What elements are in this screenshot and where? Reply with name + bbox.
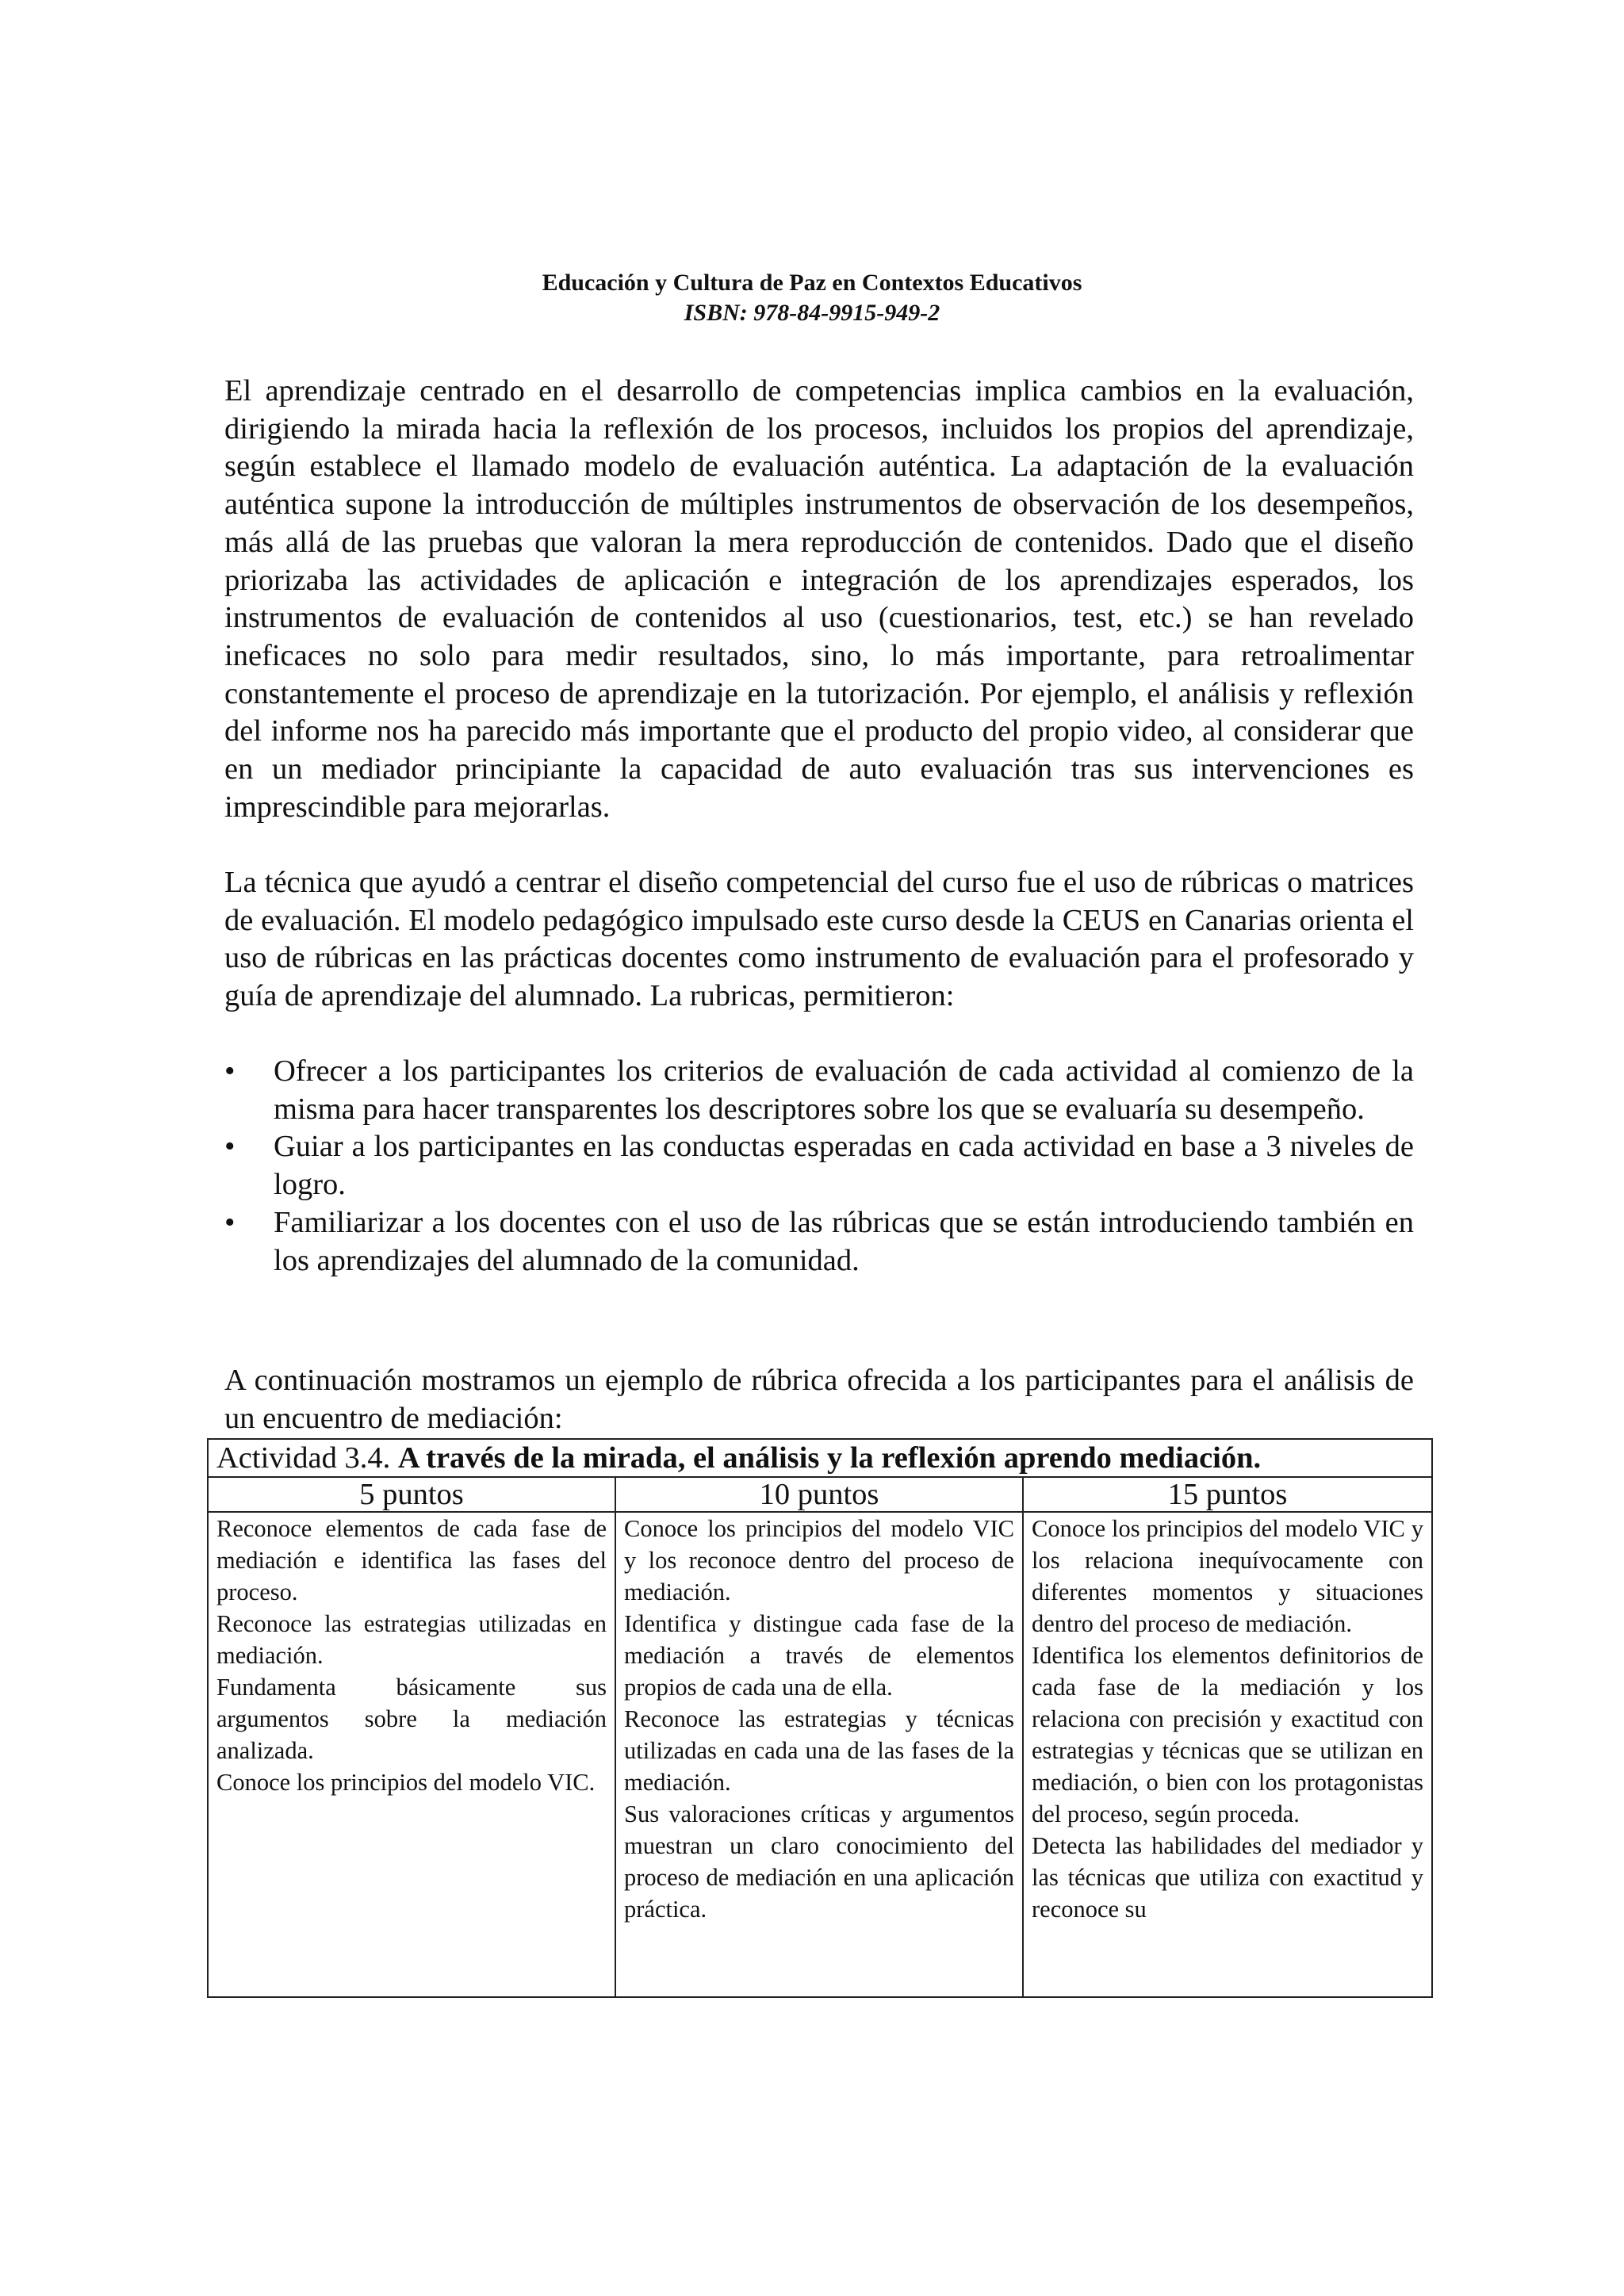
list-item-text: Familiarizar a los docentes con el uso de las rúbricas que se están introduciendo también en los aprendizajes del alumnado de la comunidad. (274, 1205, 1414, 1277)
activity-title: A través de la mirada, el análisis y la reflexión aprendo mediación. (397, 1441, 1262, 1475)
criteria-row (208, 1512, 1432, 1997)
bullet-icon: • (224, 1054, 236, 1088)
level-header: 5 puntos (208, 1477, 615, 1512)
criterion: Conoce los principios del modelo VIC. (216, 1769, 596, 1796)
activity-row (208, 1439, 1432, 1477)
criteria-cell-15 (1023, 1512, 1432, 1997)
criterion: Conoce los principios del modelo VIC y los relaciona inequívocamente con diferentes momentos y situaciones dentro del proceso de mediación. (1032, 1515, 1424, 1637)
list-item-text: Ofrecer a los participantes los criterios de evaluación de cada actividad al comienzo de la misma para hacer transparentes los descriptores sobre los que se evaluaría su desempeño. (274, 1054, 1414, 1126)
criterion: Sus valoraciones críticas y argumentos muestran un claro conocimiento del proceso de mediación en una aplicación práctica. (624, 1800, 1014, 1923)
criterion: Reconoce elementos de cada fase de mediación e identifica las fases del proceso. (216, 1515, 607, 1605)
criterion: Detecta las habilidades del mediador y las técnicas que utiliza con exactitud y reconoce su (1032, 1832, 1424, 1923)
bullet-list (224, 1053, 1414, 1280)
criterion: Identifica los elementos definitorios de cada fase de la mediación y los relaciona con precisión y exactitud con estrategias y técnicas que se utilizan en mediación, o bien con los protagonistas del proceso, según proceda. (1032, 1642, 1424, 1827)
bullet-icon: • (224, 1130, 236, 1164)
criterion: Reconoce las estrategias utilizadas en mediación. (216, 1610, 607, 1669)
level-header: 15 puntos (1023, 1477, 1432, 1512)
criterion: Fundamenta básicamente sus argumentos sobre la mediación analizada. (216, 1674, 607, 1764)
book-title: Educación y Cultura de Paz en Contextos Educativos (542, 270, 1082, 296)
paragraph-evaluation: El aprendizaje centrado en el desarrollo de competencias implica cambios en la evaluación, dirigiendo la mirada hacia la reflexión de los procesos, incluidos los propios del aprendizaje, según establece el llamado modelo de evaluación auténtica. La adaptación de la evaluación auténtica supone la introducción de múltiples instrumentos de observación de los desempeños, más allá de las pruebas que valoran la mera reproducción de contenidos. Dado que el diseño priorizaba las actividades de aplicación e integración de los aprendizajes esperados, los instrumentos de evaluación de contenidos al uso (cuestionarios, test, etc.) se han revelado ineficaces no solo para medir resultados, sino, lo más importante, para retroalimentar constantemente el proceso de aprendizaje en la tutorización. Por ejemplo, el análisis y reflexión del informe nos ha parecido más importante que el producto del propio video, al considerar que en un mediador principiante la capacidad de auto evaluación tras sus intervenciones es imprescindible para mejorarlas. (224, 374, 1414, 824)
paragraph-rubrics: La técnica que ayudó a centrar el diseño competencial del curso fue el uso de rúbricas o matrices de evaluación. El modelo pedagógico impulsado este curso desde la CEUS en Canarias orienta el uso de rúbricas en las prácticas docentes como instrumento de evaluación para el profesorado y guía de aprendizaje del alumnado. La rubricas, permitieron: (224, 866, 1414, 1013)
criterion: Reconoce las estrategias y técnicas utilizadas en cada una de las fases de la mediación. (624, 1705, 1014, 1796)
levels-row (208, 1477, 1432, 1512)
list-item (224, 1204, 1414, 1280)
rubric-table (207, 1438, 1433, 1998)
isbn: ISBN: 978-84-9915-949-2 (684, 300, 940, 326)
level-header: 10 puntos (615, 1477, 1023, 1512)
activity-cell (208, 1439, 1432, 1477)
activity-label: Actividad 3.4. (216, 1441, 398, 1475)
list-item-text: Guiar a los participantes en las conductas esperadas en cada actividad en base a 3 niveles de logro. (274, 1130, 1414, 1202)
list-item (224, 1053, 1414, 1128)
list-item (224, 1128, 1414, 1203)
page-header (0, 268, 1624, 328)
bullet-icon: • (224, 1205, 236, 1239)
criteria-cell-5 (208, 1512, 615, 1997)
criterion: Conoce los principios del modelo VIC y los reconoce dentro del proceso de mediación. (624, 1515, 1014, 1605)
paragraph-rubric-intro: A continuación mostramos un ejemplo de rúbrica ofrecida a los participantes para el análisis de un encuentro de mediación: (224, 1364, 1414, 1435)
criterion: Identifica y distingue cada fase de la mediación a través de elementos propios de cada una de ella. (624, 1610, 1014, 1701)
criteria-cell-10 (615, 1512, 1023, 1997)
